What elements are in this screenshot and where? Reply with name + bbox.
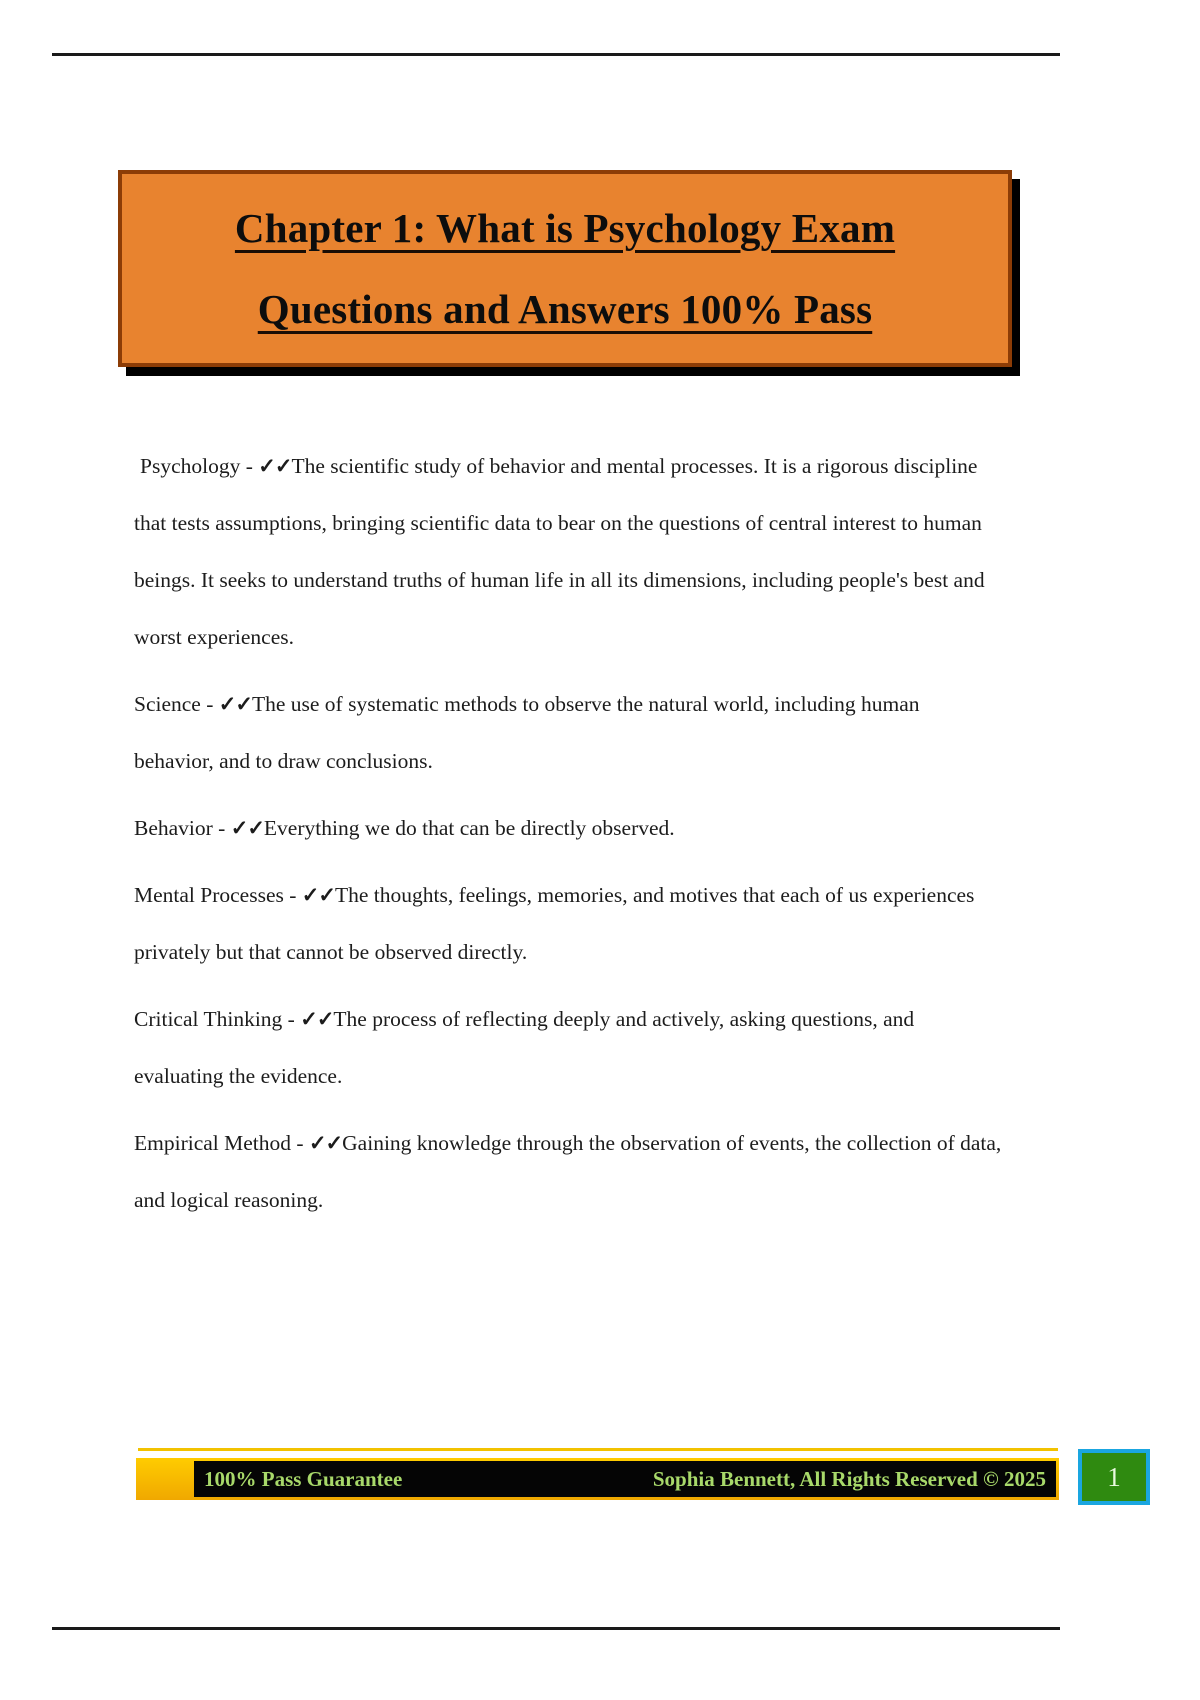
page-title-line-2: Questions and Answers 100% Pass xyxy=(257,285,873,332)
page-footer xyxy=(136,1448,1121,1510)
entry-psychology xyxy=(134,438,1002,666)
title-banner-box xyxy=(118,170,1012,367)
entry-term: Behavior - xyxy=(134,816,231,840)
header-rule xyxy=(52,53,1060,56)
footer-inner-band xyxy=(194,1461,1056,1497)
entry-definition: Gaining knowledge through the observation of events, the collection of data, and logical reasoning. xyxy=(134,1131,1002,1212)
entry-definition: The scientific study of behavior and mental processes. It is a rigorous discipline that tests assumptions, bringing scientific data to bear on the questions of central interest to human beings. It seeks to understand truths of human life in all its dimensions, including people's best and worst experiences. xyxy=(134,454,985,649)
entry-term: Empirical Method - xyxy=(134,1131,309,1155)
entry-definition: The use of systematic methods to observe the natural world, including human behavior, and to draw conclusions. xyxy=(134,692,920,773)
page-title-line-1: Chapter 1: What is Psychology Exam xyxy=(234,204,896,251)
document-body xyxy=(134,438,1002,1239)
entry-definition: The thoughts, feelings, memories, and motives that each of us experiences privately but that cannot be observed directly. xyxy=(134,883,975,964)
entry-definition: The process of reflecting deeply and actively, asking questions, and evaluating the evidence. xyxy=(134,1007,915,1088)
page-number-label: 1 xyxy=(1107,1461,1121,1492)
title-banner xyxy=(118,170,1012,367)
entry-term: Mental Processes - xyxy=(134,883,302,907)
footer-copyright-text: Sophia Bennett, All Rights Reserved © 2025 xyxy=(652,1466,1046,1491)
double-check-icon: ✓✓ xyxy=(308,1131,343,1155)
entry-term: Psychology - xyxy=(140,454,259,478)
double-check-icon: ✓✓ xyxy=(301,883,335,907)
double-check-icon: ✓✓ xyxy=(300,1007,334,1031)
footer-bar xyxy=(136,1458,1059,1500)
double-check-icon: ✓✓ xyxy=(230,816,264,840)
entry-mental-processes xyxy=(134,867,1002,981)
double-check-icon: ✓✓ xyxy=(258,454,292,478)
entry-definition: Everything we do that can be directly observed. xyxy=(263,816,675,840)
page-number-badge xyxy=(1078,1449,1150,1505)
double-check-icon: ✓✓ xyxy=(218,692,252,716)
entry-empirical-method xyxy=(134,1115,1002,1229)
footer-rule xyxy=(52,1627,1060,1630)
footer-hairline xyxy=(138,1448,1058,1451)
entry-behavior xyxy=(134,800,1002,857)
entry-science xyxy=(134,676,1002,790)
footer-guarantee-text: 100% Pass Guarantee xyxy=(204,1466,403,1491)
entry-term: Science - xyxy=(134,692,219,716)
entry-critical-thinking xyxy=(134,991,1002,1105)
entry-term: Critical Thinking - xyxy=(134,1007,301,1031)
